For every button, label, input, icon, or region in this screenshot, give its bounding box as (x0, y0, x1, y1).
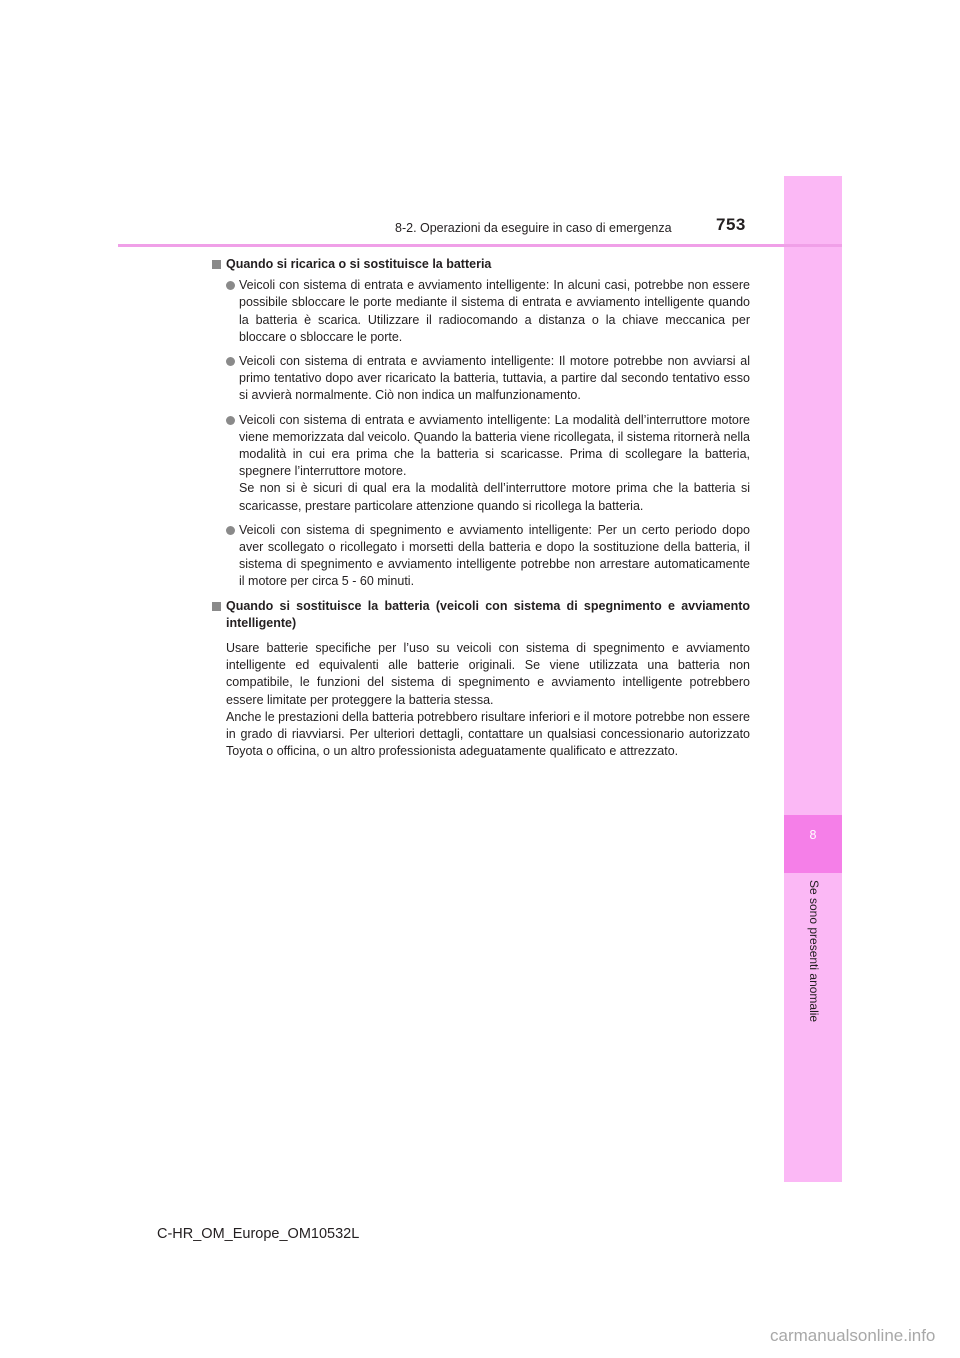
square-bullet-icon (212, 602, 221, 611)
square-bullet-icon (212, 260, 221, 269)
heading-text: Quando si sostituisce la batteria (veicoli con sistema di spegnimento e avviamento intelligente) (226, 598, 750, 630)
heading-battery-recharge (212, 256, 750, 273)
list-item-text: Veicoli con sistema di entrata e avviamento intelligente: Il motore potrebbe non avviarsi al primo tentativo dopo aver ricaricato la batteria, tuttavia, a partire dal secondo tentativo esso si avvierà normalmente. Ciò non indica un malfunzionamento. (239, 354, 750, 403)
list-item-text: Veicoli con sistema di entrata e avviamento intelligente: In alcuni casi, potrebbe non essere possibile sbloccare le porte mediante il sistema di entrata e avviamento intelligente quando la batteria è scarica. Utilizzare il radiocomando a distanza o la chiave meccanica per bloccare o sbloccare le porte. (239, 278, 750, 344)
list-item-text: Veicoli con sistema di spegnimento e avviamento intelligente: Per un certo periodo dopo aver scollegato o ricollegato i morsetti della batteria e dopo la sostituzione della batteria, il sistema di spegnimento e avviamento intelligente potrebbe non arrestare automaticamente il motore per circa 5 - 60 minuti. (239, 522, 750, 589)
header-divider (118, 244, 842, 247)
circle-bullet-icon (226, 526, 235, 535)
list-item (212, 412, 750, 515)
chapter-tab-active-block (784, 815, 842, 873)
heading-text: Quando si ricarica o si sostituisce la batteria (226, 257, 492, 271)
chapter-side-tab (784, 176, 842, 1182)
paragraph-block (212, 640, 750, 760)
paragraph-text: Anche le prestazioni della batteria potrebbero risultare inferiori e il motore potrebbe non essere in grado di riavviarsi. Per ulteriori dettagli, contattare un qualsiasi concessionario autorizzato Toyota o officina, o un altro professionista adeguatamente qualificato e attrezzato. (226, 709, 750, 759)
section-title: 8-2. Operazioni da eseguire in caso di emergenza (395, 221, 672, 235)
circle-bullet-icon (226, 416, 235, 425)
circle-bullet-icon (226, 281, 235, 290)
watermark: carmanualsonline.info (770, 1326, 936, 1345)
list-item-continuation: Se non si è sicuri di qual era la modalità dell’interruttore motore prima che la batteria si scaricasse, prestare particolare attenzione quando si ricollega la batteria. (239, 481, 750, 513)
heading-battery-replacement (212, 598, 750, 632)
main-content (212, 256, 750, 768)
chapter-label: Se sono presenti anomalie (807, 880, 821, 1023)
list-item (212, 277, 750, 346)
chapter-number: 8 (809, 828, 817, 842)
page-number: 753 (716, 215, 746, 234)
circle-bullet-icon (226, 357, 235, 366)
paragraph-text: Usare batterie specifiche per l’uso su veicoli con sistema di spegnimento e avviamento intelligente ed equivalenti alle batterie originali. Se viene utilizzata una batteria non compatibile, le funzioni del sistema di spegnimento e avviamento intelligente potrebbero essere limitate per proteggere la batteria stessa. (226, 641, 750, 707)
list-item (212, 353, 750, 405)
list-item-text: Veicoli con sistema di entrata e avviamento intelligente: La modalità dell’interruttore motore viene memorizzata dal veicolo. Quando la batteria viene ricollegata, il sistema ritornerà nella modalità in cui era prima che la batteria si scaricasse. Prima di scollegare la batteria, spegnere l’interruttore motore. (239, 412, 750, 479)
document-code: C-HR_OM_Europe_OM10532L (157, 1226, 360, 1242)
list-item (212, 522, 750, 591)
